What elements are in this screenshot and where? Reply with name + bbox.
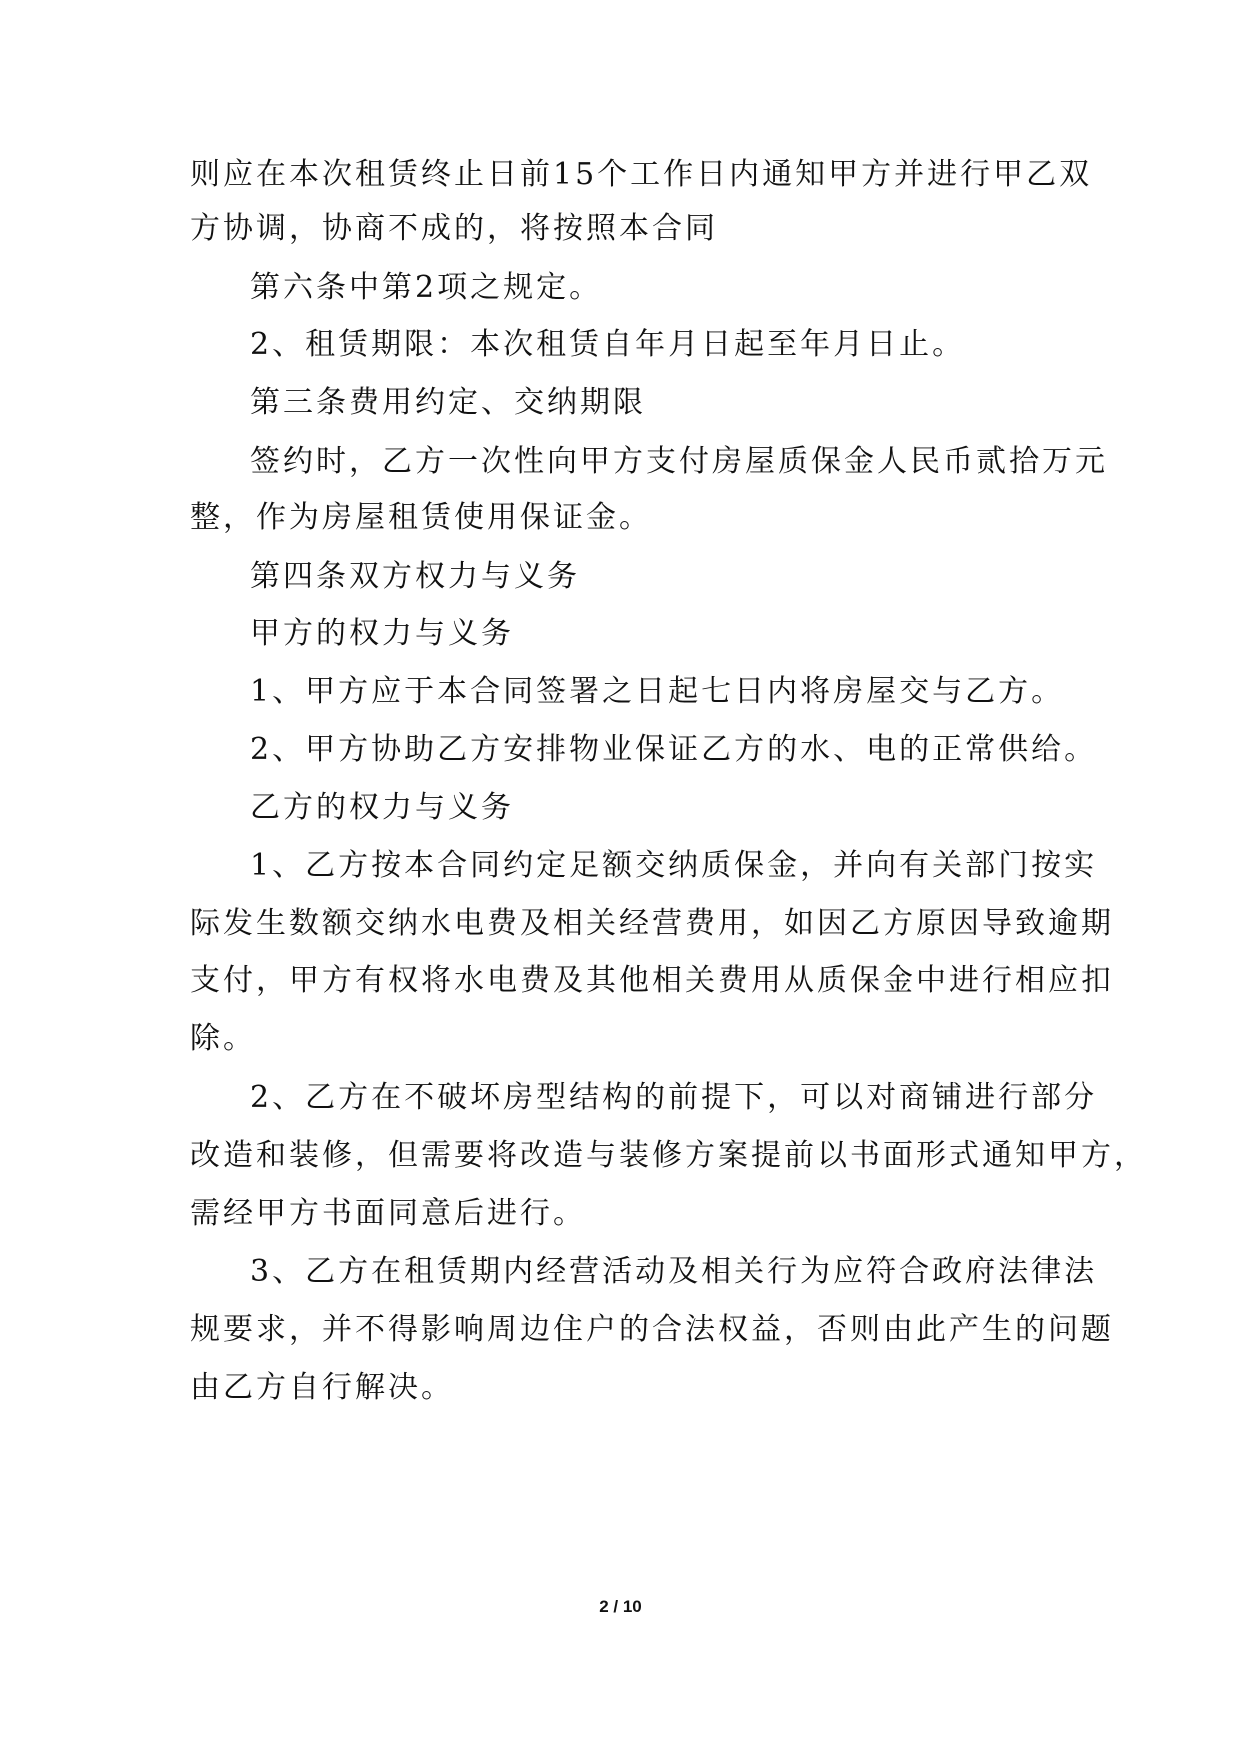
paragraph-line: 2、租赁期限：本次租赁自年月日起至年月日止。 [250,327,966,362]
paragraph-line: 由乙方自行解决。 [190,1370,454,1405]
page-number: 2 / 10 [599,1597,642,1616]
paragraph-line: 1、乙方按本合同约定足额交纳质保金，并向有关部门按实 [250,848,1098,883]
paragraph-line: 际发生数额交纳水电费及相关经营费用，如因乙方原因导致逾期 [190,906,1114,941]
paragraph-line: 需经甲方书面同意后进行。 [190,1196,586,1231]
paragraph-line: 除。 [190,1021,256,1056]
paragraph-line: 规要求，并不得影响周边住户的合法权益，否则由此产生的问题 [190,1312,1114,1347]
paragraph-line: 整，作为房屋租赁使用保证金。 [190,500,652,535]
subsection-heading: 甲方的权力与义务 [250,616,514,651]
paragraph-line: 改造和装修，但需要将改造与装修方案提前以书面形式通知甲方， [190,1138,1147,1173]
paragraph-line: 支付，甲方有权将水电费及其他相关费用从质保金中进行相应扣 [190,963,1114,998]
paragraph-line: 签约时，乙方一次性向甲方支付房屋质保金人民币贰拾万元 [250,444,1108,479]
paragraph-line: 2、甲方协助乙方安排物业保证乙方的水、电的正常供给。 [250,732,1098,767]
paragraph-line: 则应在本次租赁终止日前15个工作日内通知甲方并进行甲乙双 [190,157,1093,192]
paragraph-line: 3、乙方在租赁期内经营活动及相关行为应符合政府法律法 [250,1254,1098,1289]
paragraph-line: 2、乙方在不破坏房型结构的前提下，可以对商铺进行部分 [250,1080,1098,1115]
paragraph-line: 第六条中第2项之规定。 [250,270,603,305]
section-heading: 第四条双方权力与义务 [250,559,580,594]
paragraph-line: 方协调，协商不成的，将按照本合同 [190,211,718,246]
section-heading: 第三条费用约定、交纳期限 [250,385,646,420]
paragraph-line: 1、甲方应于本合同签署之日起七日内将房屋交与乙方。 [250,674,1065,709]
subsection-heading: 乙方的权力与义务 [250,790,514,825]
